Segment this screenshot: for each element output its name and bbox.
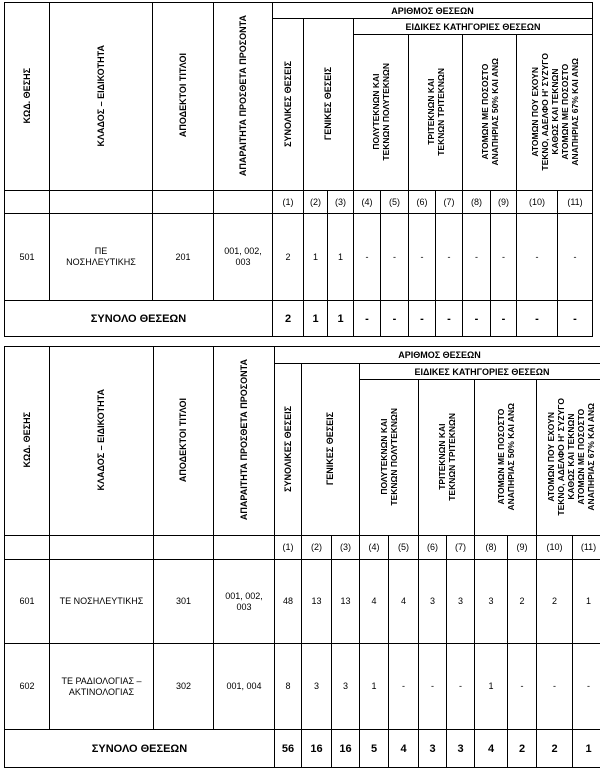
value-cell: 4	[389, 560, 419, 644]
value-cell: -	[409, 214, 436, 301]
total-row	[5, 730, 600, 768]
value-cell: -	[517, 214, 558, 301]
position-branch: ΤΕ ΡΑΔΙΟΛΟΓΙΑΣ – ΑΚΤΙΝΟΛΟΓΙΑΣ	[50, 644, 154, 730]
value-cell: -	[389, 644, 419, 730]
total-value: 3	[447, 730, 475, 768]
column-number: (4)	[354, 191, 381, 214]
total-value: -	[381, 301, 409, 337]
column-number: (9)	[491, 191, 517, 214]
total-value: -	[354, 301, 381, 337]
column-number: (10)	[517, 191, 558, 214]
value-cell: -	[573, 644, 600, 730]
total-value: 1	[304, 301, 328, 337]
value-cell: 8	[275, 644, 302, 730]
value-cell: -	[436, 214, 463, 301]
value-cell: 2	[508, 560, 537, 644]
column-number: (3)	[328, 191, 354, 214]
header-degrees: ΑΠΟΔΕΚΤΟΙ ΤΙΤΛΟΙ	[153, 3, 214, 191]
header-positions-count: ΑΡΙΘΜΟΣ ΘΕΣΕΩΝ	[275, 347, 600, 364]
value-cell: 2	[273, 214, 304, 301]
column-number: (2)	[302, 536, 332, 560]
position-code: 601	[5, 560, 50, 644]
column-number: (6)	[409, 191, 436, 214]
header-polyteknoi: ΠΟΛΥΤΕΚΝΩΝ ΚΑΙ ΤΕΚΝΩΝ ΠΟΛΥΤΕΚΝΩΝ	[360, 380, 419, 536]
column-number: (5)	[389, 536, 419, 560]
total-value: 4	[389, 730, 419, 768]
header-branch: ΚΛΑΔΟΣ – ΕΙΔΙΚΟΤΗΤΑ	[50, 3, 153, 191]
table-row	[5, 560, 600, 644]
header-general-positions: ΓΕΝΙΚΕΣ ΘΕΣΕΙΣ	[302, 364, 360, 536]
header-disability-67: ΑΤΟΜΩΝ ΠΟΥ ΕΧΟΥΝ ΤΕΚΝΟ, ΑΔΕΛΦΟ Η' ΣΥΖΥΓΟ ΚΑΘΩΣ ΚΑΙ ΤΕΚΝΩΝ ΑΤΟΜΩΝ ΜΕ ΠΟΣΟΣΤΟ ΑΝΑΠΗΡΙΑΣ 67% ΚΑΙ ΑΝΩ	[537, 380, 600, 536]
header-positions-count: ΑΡΙΘΜΟΣ ΘΕΣΕΩΝ	[273, 3, 593, 19]
column-number: (6)	[419, 536, 447, 560]
column-numbers-row	[5, 191, 593, 214]
value-cell: 48	[275, 560, 302, 644]
total-value: -	[517, 301, 558, 337]
header-total-positions: ΣΥΝΟΛΙΚΕΣ ΘΕΣΕΙΣ	[273, 19, 304, 191]
column-number: (8)	[475, 536, 508, 560]
column-number: (5)	[381, 191, 409, 214]
value-cell: 1	[304, 214, 328, 301]
total-value: 4	[475, 730, 508, 768]
header-total-positions: ΣΥΝΟΛΙΚΕΣ ΘΕΣΕΙΣ	[275, 364, 302, 536]
value-cell: 1	[573, 560, 600, 644]
header-degrees: ΑΠΟΔΕΚΤΟΙ ΤΙΤΛΟΙ	[154, 347, 214, 536]
value-cell: 3	[332, 644, 360, 730]
position-branch: ΠΕ ΝΟΣΗΛΕΥΤΙΚΗΣ	[50, 214, 153, 301]
column-number: (1)	[275, 536, 302, 560]
header-special-categories: ΕΙΔΙΚΕΣ ΚΑΤΗΓΟΡΙΕΣ ΘΕΣΕΩΝ	[360, 364, 600, 380]
value-cell: -	[537, 644, 573, 730]
total-value: -	[491, 301, 517, 337]
value-cell: 3	[447, 560, 475, 644]
total-value: 2	[273, 301, 304, 337]
header-code: ΚΩΔ. ΘΕΣΗΣ	[5, 347, 50, 536]
value-cell: -	[447, 644, 475, 730]
table-row	[5, 214, 593, 301]
column-number: (11)	[558, 191, 593, 214]
header-disability-50: ΑΤΟΜΩΝ ΜΕ ΠΟΣΟΣΤΟ ΑΝΑΠΗΡΙΑΣ 50% ΚΑΙ ΑΝΩ	[475, 380, 537, 536]
header-polyteknoi: ΠΟΛΥΤΕΚΝΩΝ ΚΑΙ ΤΕΚΝΩΝ ΠΟΛΥΤΕΚΝΩΝ	[354, 35, 409, 191]
column-number: (10)	[537, 536, 573, 560]
positions-table-2	[4, 346, 600, 768]
header-extra: ΑΠΑΡΑΙΤΗΤΑ ΠΡΟΣΘΕΤΑ ΠΡΟΣΟΝΤΑ	[214, 3, 273, 191]
value-cell: -	[491, 214, 517, 301]
header-triteknoi: ΤΡΙΤΕΚΝΩΝ ΚΑΙ ΤΕΚΝΩΝ ΤΡΙΤΕΚΝΩΝ	[419, 380, 475, 536]
value-cell: 3	[419, 560, 447, 644]
total-row	[5, 301, 593, 337]
total-value: 16	[332, 730, 360, 768]
position-code: 602	[5, 644, 50, 730]
column-number: (7)	[436, 191, 463, 214]
column-number: (4)	[360, 536, 389, 560]
value-cell: -	[463, 214, 491, 301]
total-value: -	[463, 301, 491, 337]
total-value: -	[436, 301, 463, 337]
total-value: 3	[419, 730, 447, 768]
value-cell: -	[558, 214, 593, 301]
total-value: 1	[573, 730, 600, 768]
total-value: 5	[360, 730, 389, 768]
header-disability-67: ΑΤΟΜΩΝ ΠΟΥ ΕΧΟΥΝ ΤΕΚΝΟ, ΑΔΕΛΦΟ Η' ΣΥΖΥΓΟ ΚΑΘΩΣ ΚΑΙ ΤΕΚΝΩΝ ΑΤΟΜΩΝ ΜΕ ΠΟΣΟΣΤΟ ΑΝΑΠΗΡΙΑΣ 67% ΚΑΙ ΑΝΩ	[517, 35, 593, 191]
total-value: 2	[508, 730, 537, 768]
position-degrees: 302	[154, 644, 214, 730]
table-row	[5, 644, 600, 730]
position-code: 501	[5, 214, 50, 301]
column-number: (3)	[332, 536, 360, 560]
value-cell: 3	[475, 560, 508, 644]
position-degrees: 201	[153, 214, 214, 301]
column-number: (2)	[304, 191, 328, 214]
total-value: -	[409, 301, 436, 337]
column-number: (11)	[573, 536, 600, 560]
value-cell: 2	[537, 560, 573, 644]
total-label: ΣΥΝΟΛΟ ΘΕΣΕΩΝ	[5, 730, 275, 768]
column-number: (8)	[463, 191, 491, 214]
total-value: -	[558, 301, 593, 337]
header-triteknoi: ΤΡΙΤΕΚΝΩΝ ΚΑΙ ΤΕΚΝΩΝ ΤΡΙΤΕΚΝΩΝ	[409, 35, 463, 191]
value-cell: -	[508, 644, 537, 730]
header-branch: ΚΛΑΔΟΣ – ΕΙΔΙΚΟΤΗΤΑ	[50, 347, 154, 536]
value-cell: -	[419, 644, 447, 730]
header-extra: ΑΠΑΡΑΙΤΗΤΑ ΠΡΟΣΘΕΤΑ ΠΡΟΣΟΝΤΑ	[214, 347, 275, 536]
column-number: (1)	[273, 191, 304, 214]
value-cell: 1	[328, 214, 354, 301]
value-cell: 13	[302, 560, 332, 644]
total-value: 1	[328, 301, 354, 337]
column-number: (9)	[508, 536, 537, 560]
column-numbers-row	[5, 536, 600, 560]
value-cell: 1	[475, 644, 508, 730]
value-cell: 13	[332, 560, 360, 644]
total-value: 2	[537, 730, 573, 768]
position-extra: 001, 002, 003	[214, 214, 273, 301]
value-cell: -	[381, 214, 409, 301]
position-branch: ΤΕ ΝΟΣΗΛΕΥΤΙΚΗΣ	[50, 560, 154, 644]
header-special-categories: ΕΙΔΙΚΕΣ ΚΑΤΗΓΟΡΙΕΣ ΘΕΣΕΩΝ	[354, 19, 593, 35]
positions-table-1	[4, 2, 593, 337]
value-cell: -	[354, 214, 381, 301]
position-extra: 001, 002, 003	[214, 560, 275, 644]
value-cell: 3	[302, 644, 332, 730]
header-disability-50: ΑΤΟΜΩΝ ΜΕ ΠΟΣΟΣΤΟ ΑΝΑΠΗΡΙΑΣ 50% ΚΑΙ ΑΝΩ	[463, 35, 517, 191]
header-general-positions: ΓΕΝΙΚΕΣ ΘΕΣΕΙΣ	[304, 19, 354, 191]
total-value: 56	[275, 730, 302, 768]
total-label: ΣΥΝΟΛΟ ΘΕΣΕΩΝ	[5, 301, 273, 337]
total-value: 16	[302, 730, 332, 768]
position-extra: 001, 004	[214, 644, 275, 730]
column-number: (7)	[447, 536, 475, 560]
value-cell: 4	[360, 560, 389, 644]
position-degrees: 301	[154, 560, 214, 644]
value-cell: 1	[360, 644, 389, 730]
header-code: ΚΩΔ. ΘΕΣΗΣ	[5, 3, 50, 191]
